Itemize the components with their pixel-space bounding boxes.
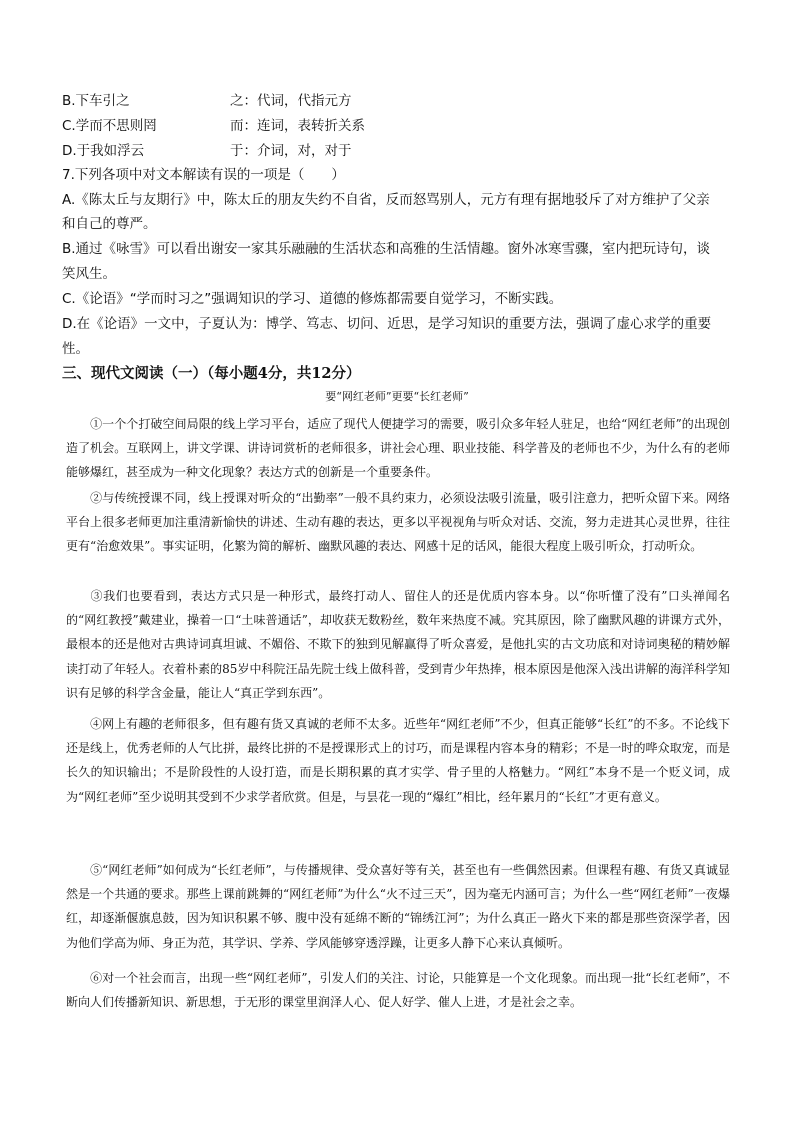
article-title: 要“网红老师”更要“长红老师”: [325, 390, 469, 403]
article-paragraph-2-text: ②与传统授课不同，线上授课对听众的“出勤率”一般不具约束力，必须设法吸引流量，吸引注意力，把听众留下来。网络平台上很多老师更加注重清新愉快的讲述、生动有趣的表达，更多以平视视角与听众对话、交流，努力走进其心灵世界，往往更有“治愈效果”。事实证明，化繁为简的解析、幽默风趣的表达、网感十足的话风，能很大程度上吸引听众，打动听众。: [66, 491, 730, 554]
article-paragraph-6-text: ⑥对一个社会而言，出现一些“网红老师”，引发人们的关注、讨论，只能算是一个文化现象。而出现一批“长红老师”，不断向人们传播新知识、新思想，于无形的课堂里润泽人心、促人好学、催人上进，才是社会之幸。: [66, 971, 730, 1010]
article-paragraph-1-text: ①一个个打破空间局限的线上学习平台，适应了现代人便捷学习的需要，吸引众多年轻人驻足，也给“网红老师”的出现创造了机会。互联网上，讲文学课、讲诗词赏析的老师很多，讲社会心理、职业技能、科学普及的老师也不少，为什么有的老师能够爆红，甚至成为一种文化现象？表达方式的创新是一个重要条件。: [66, 417, 730, 480]
q6-option-b-note: 之：代词，代指元方: [230, 93, 352, 109]
q7-option-b-line2: 笑风生。: [62, 266, 116, 282]
article-paragraph-5-text: ⑤“网红老师”如何成为“长红老师”，与传播规律、受众喜好等有关，甚至也有一些偶然因素。但课程有趣、有货又真诚显然是一个共通的要求。那些上课前跳舞的“网红老师”为什么“火不过三天”，因为毫无内涵可言；为什么一些“网红老师”一夜爆红，却逐渐偃旗息鼓，因为知识积累不够、腹中没有延绵不断的“锦绣江河”；为什么真正一路火下来的都是那些资深学者，因为他们学高为师、身正为范，其学识、学养、学风能够穿透浮躁，让更多人静下心来认真倾听。: [66, 863, 730, 950]
q7-option-d-line1: D.在《论语》一文中，子夏认为：博学、笃志、切问、近思，是学习知识的重要方法，强调了虚心求学的重要: [62, 316, 712, 332]
article-paragraph-4-text: ④网上有趣的老师很多，但有趣有货又真诚的老师不太多。近些年“网红老师”不少，但真正能够“长红”的不多。不论线下还是线上，优秀老师的人气比拼，最终比拼的不是授课形式上的讨巧，而是课程内容本身的精彩；不是一时的哗众取宠，而是长久的知识输出；不是阶段性的人设打造，而是长期积累的真才实学、骨子里的人格魅力。“网红”本身不是一个贬义词，成为“网红老师”至少说明其受到不少求学者欣赏。但是，与昙花一现的“爆红”相比，经年累月的“长红”才更有意义。: [66, 717, 730, 804]
article-paragraph-3-text: ③我们也要看到，表达方式只是一种形式，最终打动人、留住人的还是优质内容本身。以“你听懂了没有”口头禅闻名的“网红教授”戴建业，操着一口“土味普通话”，却收获无数粉丝，数年来热度不减。究其原因，除了幽默风趣的讲课方式外，最根本的还是他对古典诗词真坦诚、不媚俗、不欺下的独到见解赢得了听众喜爱，是他扎实的古文功底和对诗词奥秘的精妙解读打动了年轻人。衣着朴素的85岁中科院汪品先院士线上做科普，受到青少年热捧，根本原因是他深入浅出讲解的海洋科学知识有足够的科学含金量，能让人“真正学到东西”。: [66, 589, 730, 700]
q6-option-c-note: 而：连词，表转折关系: [230, 118, 365, 134]
article-paragraph-2: [66, 486, 730, 559]
q6-option-d-note: 于：介词，对，对于: [230, 143, 352, 159]
article-paragraph-6: [66, 966, 730, 1014]
q7-option-a-line1: A.《陈太丘与友期行》中，陈太丘的朋友失约不自省，反而怒骂别人，元方有理有据地驳斥了对方维护了父亲: [62, 192, 710, 208]
article-paragraph-4: [66, 712, 730, 809]
section-heading: 三、现代文阅读（一）（每小题4分，共12分）: [62, 365, 361, 382]
q7-option-b-line1: B.通过《咏雪》可以看出谢安一家其乐融融的生活状态和高雅的生活情趣。窗外冰寒雪骤，室内把玩诗句，谈: [62, 241, 711, 257]
q6-option-c: C.学而不思则罔: [62, 118, 157, 134]
q7-stem: 7.下列各项中对文本解读有误的一项是（ ）: [62, 167, 345, 183]
q6-option-d: D.于我如浮云: [62, 143, 145, 159]
q6-option-b: B.下车引之: [62, 93, 130, 109]
q7-option-a-line2: 和自己的尊严。: [62, 216, 157, 232]
article-paragraph-3: [66, 584, 730, 705]
article-paragraph-5: [66, 858, 730, 955]
article-paragraph-1: [66, 412, 730, 485]
q7-option-d-line2: 性。: [62, 341, 89, 357]
q7-option-c-line1: C.《论语》“学而时习之”强调知识的学习、道德的修炼都需要自觉学习，不断实践。: [62, 291, 563, 307]
